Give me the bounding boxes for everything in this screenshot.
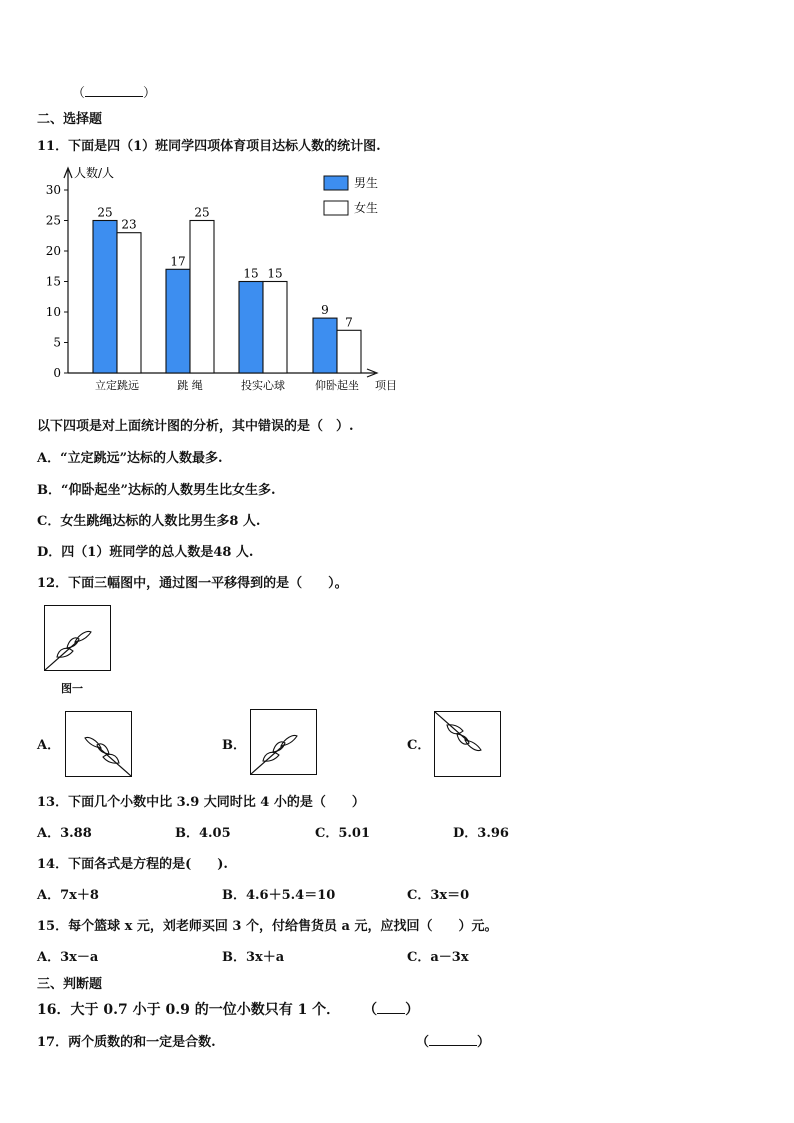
bar-value-label: 23 [121, 217, 137, 232]
q12-option-a-figure[interactable] [65, 711, 132, 777]
bar-boys-3 [313, 318, 337, 373]
bar-value-label: 17 [170, 254, 186, 269]
branch-icon [45, 606, 110, 670]
section-heading-choice: 二、选择题 [37, 112, 103, 127]
legend-label-1: 女生 [354, 201, 379, 215]
q12-option-b-figure[interactable] [250, 709, 317, 775]
q12-option-c-figure[interactable] [434, 711, 501, 777]
bar-value-label: 9 [321, 303, 329, 318]
branch-icon [251, 710, 316, 774]
q17-answer-blank[interactable]: （ ） [416, 1035, 491, 1050]
q15-stem: 15．每个篮球 x 元，刘老师买回 3 个，付给售货员 a 元，应找回（ ）元。 [37, 919, 498, 934]
q16-stem: 16．大于 0.7 小于 0.9 的一位小数只有 1 个． （ ） [37, 1002, 420, 1018]
y-tick-label: 10 [45, 305, 61, 319]
q11-question: 以下四项是对上面统计图的分析，其中错误的是（ ）. [37, 419, 354, 434]
q13-option-a[interactable]: A．3.88 [37, 826, 92, 841]
bar-value-label: 15 [243, 266, 259, 281]
q14-option-b[interactable]: B．4.6＋5.4＝10 [222, 888, 336, 903]
legend-swatch-0 [324, 176, 348, 190]
q11-option-b[interactable]: B．“仰卧起坐”达标的人数男生比女生多. [37, 483, 276, 498]
x-tick-label: 仰卧起坐 [315, 379, 359, 392]
x-tick-label: 立定跳远 [95, 379, 139, 392]
x-tick-label: 投实心球 [241, 379, 285, 392]
q11-stem: 11．下面是四（1）班同学四项体育项目达标人数的统计图. [37, 139, 381, 154]
q17-stem: 17．两个质数的和一定是合数. [37, 1035, 216, 1050]
q11-option-a[interactable]: A．“立定跳远”达标的人数最多. [37, 451, 223, 466]
q15-option-c[interactable]: C．a－3x [407, 950, 469, 965]
branch-icon [66, 712, 131, 776]
q16-answer-blank[interactable]: （ ） [363, 1002, 420, 1018]
bar-girls-1 [190, 221, 214, 374]
q15-option-b[interactable]: B．3x＋a [222, 950, 285, 965]
y-tick-label: 25 [45, 213, 61, 228]
bar-girls-2 [263, 282, 287, 374]
q14-option-a[interactable]: A．7x＋8 [37, 888, 99, 903]
legend-swatch-1 [324, 201, 348, 215]
figure-one [44, 605, 111, 671]
bar-boys-2 [239, 282, 263, 374]
y-axis-label: 人数/人 [74, 166, 115, 180]
q14-option-c[interactable]: C．3x＝0 [407, 888, 470, 903]
q15-option-a[interactable]: A．3x－a [37, 950, 99, 965]
figure-one-caption: 图一 [61, 682, 83, 695]
bar-boys-0 [93, 221, 117, 374]
q13-option-d[interactable]: D．3.96 [453, 826, 509, 841]
bar-value-label: 15 [267, 266, 283, 281]
answer-blank-top: （ ） [72, 86, 157, 101]
q13-stem: 13．下面几个小数中比 3.9 大同时比 4 小的是（ ） [37, 795, 365, 810]
q11-option-c[interactable]: C．女生跳绳达标的人数比男生多8 人. [37, 514, 261, 529]
q12-stem: 12．下面三幅图中，通过图一平移得到的是（ ）。 [37, 576, 348, 591]
x-tick-label: 跳 绳 [177, 379, 203, 392]
section-heading-judge: 三、判断题 [37, 977, 103, 992]
bar-value-label: 25 [97, 205, 113, 220]
bar-chart [40, 160, 420, 400]
bar-value-label: 7 [345, 315, 353, 330]
q13-option-b[interactable]: B．4.05 [175, 826, 231, 841]
q12-option-a-label[interactable]: A． [37, 738, 61, 753]
y-tick-label: 0 [53, 366, 61, 380]
q11-option-d[interactable]: D．四（1）班同学的总人数是48 人. [37, 545, 254, 560]
branch-icon [435, 712, 500, 776]
legend-label-0: 男生 [354, 176, 379, 190]
y-tick-label: 5 [53, 335, 61, 350]
y-tick-label: 30 [45, 183, 61, 197]
q12-option-c-label[interactable]: C． [407, 738, 431, 753]
q14-stem: 14．下面各式是方程的是( ). [37, 857, 228, 872]
bar-value-label: 25 [194, 205, 210, 220]
x-axis-label: 项目 [375, 379, 397, 392]
bar-boys-1 [166, 269, 190, 373]
q13-option-c[interactable]: C．5.01 [315, 826, 371, 841]
bar-girls-3 [337, 330, 361, 373]
y-tick-label: 15 [45, 274, 61, 289]
q12-option-b-label[interactable]: B． [222, 738, 246, 753]
y-tick-label: 20 [45, 244, 61, 258]
bar-girls-0 [117, 233, 141, 373]
